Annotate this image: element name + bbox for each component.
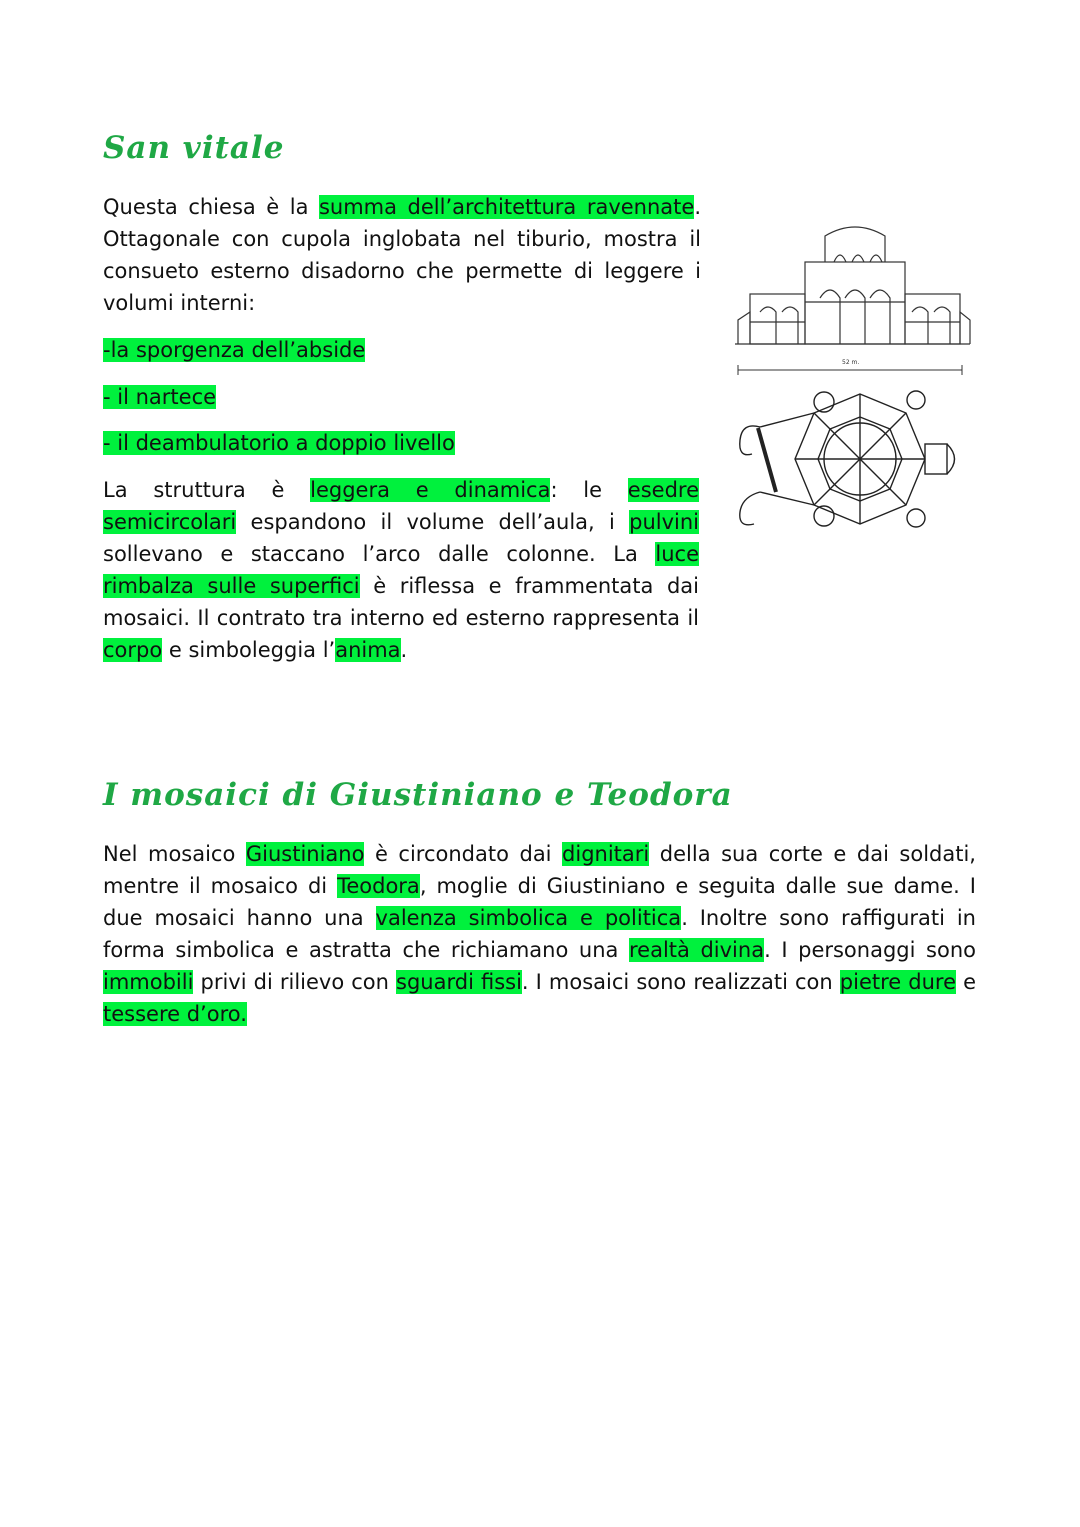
highlighted-text: sguardi fissi [396, 970, 522, 994]
scale-bar [738, 365, 962, 375]
text-run: e simboleggia l’ [162, 638, 336, 662]
highlighted-text: immobili [103, 970, 194, 994]
text-run: e [956, 970, 976, 994]
mosaici-paragraph [103, 838, 976, 1030]
plan-drawing [740, 391, 955, 527]
text-run: sollevano e staccano l’arco dalle colonne. La [103, 542, 656, 566]
highlighted-text: pietre dure [839, 970, 956, 994]
text-run: della sua corte e dai soldati, mentre il mosaico di [103, 842, 976, 898]
text-run: è circondato dai [364, 842, 563, 866]
text-run: La struttura è [103, 478, 311, 502]
highlighted-text: tessere d’oro. [103, 1002, 247, 1026]
highlighted-text: Giustiniano [245, 842, 365, 866]
section-title-mosaici: I mosaici di Giustiniano e Teodora [103, 777, 733, 813]
text-run: privi di rilievo con [193, 970, 397, 994]
elevation-drawing [735, 227, 970, 344]
text-run: , moglie di Giustiniano e seguita dalle sue dame. I due mosaici hanno una [103, 874, 977, 930]
highlighted-text: corpo [103, 638, 163, 662]
san-vitale-intro-paragraph [103, 191, 701, 319]
text-run: . I mosaici sono realizzati con [521, 970, 840, 994]
text-run: espandono il volume dell’aula, i [236, 510, 630, 534]
bullet-abside: -la sporgenza dell’abside [103, 338, 366, 362]
highlighted-text: esedre semicircolari [103, 478, 699, 534]
bullet-nartece: - il nartece [103, 385, 217, 409]
text-run: . I personaggi sono [764, 938, 976, 962]
highlighted-text: dignitari [562, 842, 650, 866]
highlighted-text: realtà divina [628, 938, 765, 962]
highlighted-text: summa dell’architettura ravennate [318, 195, 695, 219]
highlighted-text: leggera e dinamica [310, 478, 551, 502]
highlighted-text: luce rimbalza sulle superfici [103, 542, 699, 598]
highlighted-text: anima [335, 638, 401, 662]
bullet-deambulatorio: - il deambulatorio a doppio livello [103, 431, 455, 455]
text-run: . Ottagonale con cupola inglobata nel tiburio, mostra il consueto esterno disadorno che permette di leggere i volumi interni: [103, 195, 701, 315]
highlighted-text: pulvini [629, 510, 699, 534]
scale-label: 52 m. [842, 359, 860, 366]
text-run: Nel mosaico [103, 842, 246, 866]
text-run: . [400, 638, 408, 662]
text-run: Questa chiesa è la [103, 195, 319, 219]
san-vitale-drawing [730, 222, 975, 574]
text-run: . Inoltre sono raffigurati in forma simbolica e astratta che richiamano una [103, 906, 976, 962]
text-run: : le [550, 478, 628, 502]
highlighted-text: valenza simbolica e politica [375, 906, 682, 930]
text-run: è riflessa e frammentata dai mosaici. Il contrato tra interno ed esterno rappresenta il [103, 574, 699, 630]
section-title-san-vitale: San vitale [103, 130, 285, 166]
highlighted-text: Teodora [337, 874, 420, 898]
